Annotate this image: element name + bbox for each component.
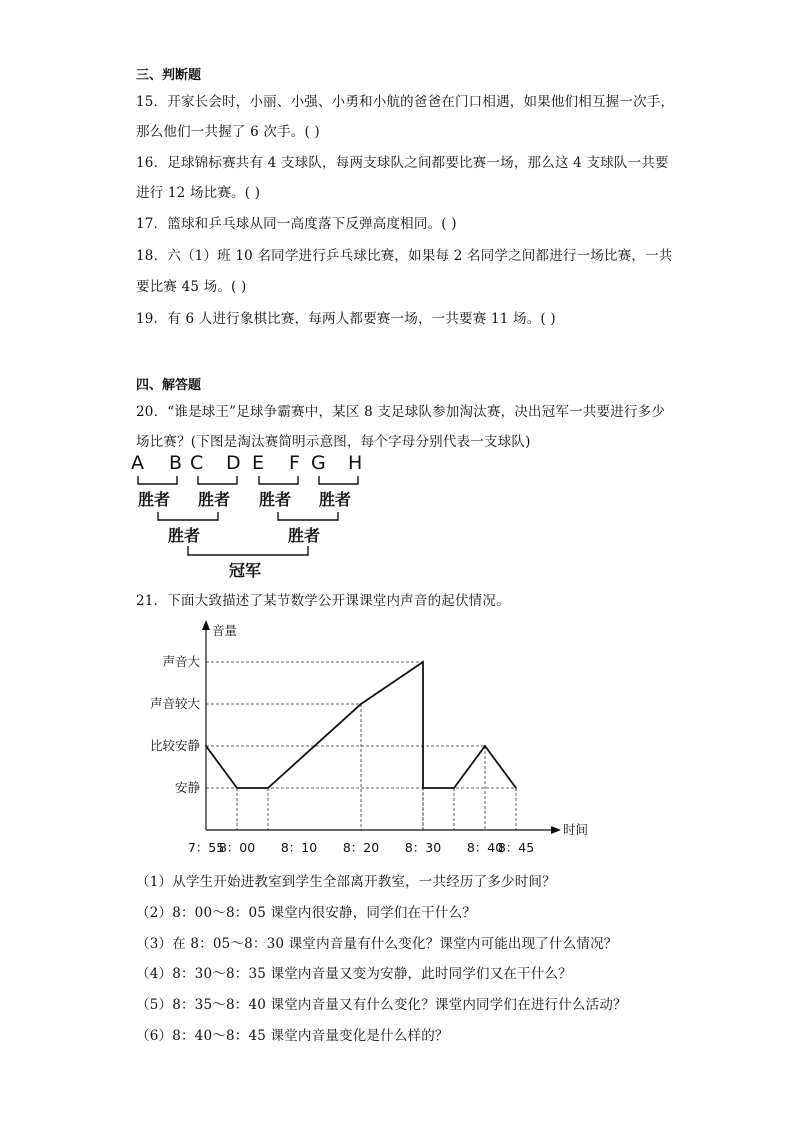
x-tick-label: 7：55 — [187, 840, 225, 855]
y-level-label: 安静 — [174, 780, 200, 795]
y-level-label: 比较安静 — [149, 738, 200, 753]
q16-line-1: 16．足球锦标赛共有 4 支球队，每两支球队之间都要比赛一场，那么这 4 支球队一共要 — [136, 155, 669, 171]
team-c-label: C — [190, 452, 204, 474]
team-f-label: F — [289, 452, 300, 474]
x-tick-label: 8：30 — [404, 840, 442, 855]
x-axis-arrow — [551, 826, 561, 834]
y-axis-arrow — [202, 620, 210, 630]
subquestion-1: （1）从学生开始进教室到学生全部离开教室，一共经历了多少时间？ — [136, 874, 556, 890]
q18-line-1: 18．六（1）班 10 名同学进行乒乓球比赛，如果每 2 名同学之间都进行一场比赛，一共 — [136, 248, 673, 264]
volume-data-point — [515, 787, 517, 789]
subquestion-6: （6）8：40～8：45 课堂内音量变化是什么样的？ — [136, 1028, 449, 1044]
q19-line: 19．有 6 人进行象棋比赛，每两人都要赛一场，一共要赛 11 场。( ) — [136, 311, 556, 327]
volume-data-point — [422, 787, 424, 789]
winner-label-1: 胜者 — [138, 490, 171, 509]
q18-line-2: 要比赛 45 场。( ) — [136, 279, 247, 295]
winner-label-2: 胜者 — [198, 490, 231, 509]
team-g-label: G — [311, 452, 326, 474]
q15-line-1: 15．开家长会时，小丽、小强、小勇和小航的爸爸在门口相遇，如果他们相互握一次手， — [136, 94, 675, 110]
team-h-label: H — [348, 452, 363, 474]
volume-data-point — [453, 787, 455, 789]
subquestion-4: （4）8：30～8：35 课堂内音量又变为安静，此时同学们又在干什么？ — [136, 966, 572, 982]
x-tick-label: 8：00 — [218, 840, 256, 855]
volume-data-point — [484, 745, 486, 747]
winner-label-4: 胜者 — [319, 490, 352, 509]
x-tick-label: 8：20 — [342, 840, 380, 855]
team-e-label: E — [252, 452, 265, 474]
volume-data-point — [236, 787, 238, 789]
q16-line-2: 进行 12 场比赛。( ) — [136, 185, 261, 201]
volume-data-point — [422, 661, 424, 663]
section-title-judgement: 三、判断题 — [136, 68, 202, 83]
y-axis-label: 音量 — [212, 623, 238, 638]
team-d-label: D — [226, 452, 241, 474]
team-b-label: B — [169, 452, 183, 474]
q21-line: 21．下面大致描述了某节数学公开课课堂内声音的起伏情况。 — [136, 593, 510, 609]
q20-line-1: 20．“谁是球王”足球争霸赛中，某区 8 支足球队参加淘汰赛，决出冠军一共要进行多少 — [136, 404, 666, 420]
x-axis-label: 时间 — [563, 822, 589, 837]
y-level-label: 声音大 — [162, 654, 200, 669]
subquestion-5: （5）8：35～8：40 课堂内音量又有什么变化？课堂内同学们在进行什么活动？ — [136, 997, 627, 1013]
x-tick-label: 8：40 — [466, 840, 504, 855]
q20-line-2: 场比赛？(下图是淘汰赛简明示意图，每个字母分别代表一支球队) — [136, 434, 531, 450]
volume-data-point — [205, 745, 207, 747]
tournament-bracket-diagram — [126, 450, 376, 585]
volume-data-point — [267, 787, 269, 789]
subquestion-2: （2）8：00～8：05 课堂内很安静，同学们在干什么？ — [136, 905, 477, 921]
team-a-label: A — [131, 452, 144, 474]
y-level-label: 声音较大 — [149, 696, 200, 711]
q17-line: 17．篮球和乒乓球从同一高度落下反弹高度相同。( ) — [136, 216, 457, 232]
q15-line-2: 那么他们一共握了 6 次手。( ) — [136, 124, 320, 140]
champion-label: 冠军 — [229, 561, 262, 580]
volume-line-chart — [130, 614, 600, 864]
subquestion-3: （3）在 8：05～8：30 课堂内音量有什么变化？课堂内可能出现了什么情况？ — [136, 936, 618, 952]
winner-label-3: 胜者 — [259, 490, 292, 509]
section-title-answers: 四、解答题 — [136, 378, 202, 393]
winner-label-6: 胜者 — [288, 526, 321, 545]
volume-data-point — [360, 703, 362, 705]
x-tick-label: 8：10 — [280, 840, 318, 855]
winner-label-5: 胜者 — [168, 526, 201, 545]
x-tick-label: 8：45 — [497, 840, 535, 855]
